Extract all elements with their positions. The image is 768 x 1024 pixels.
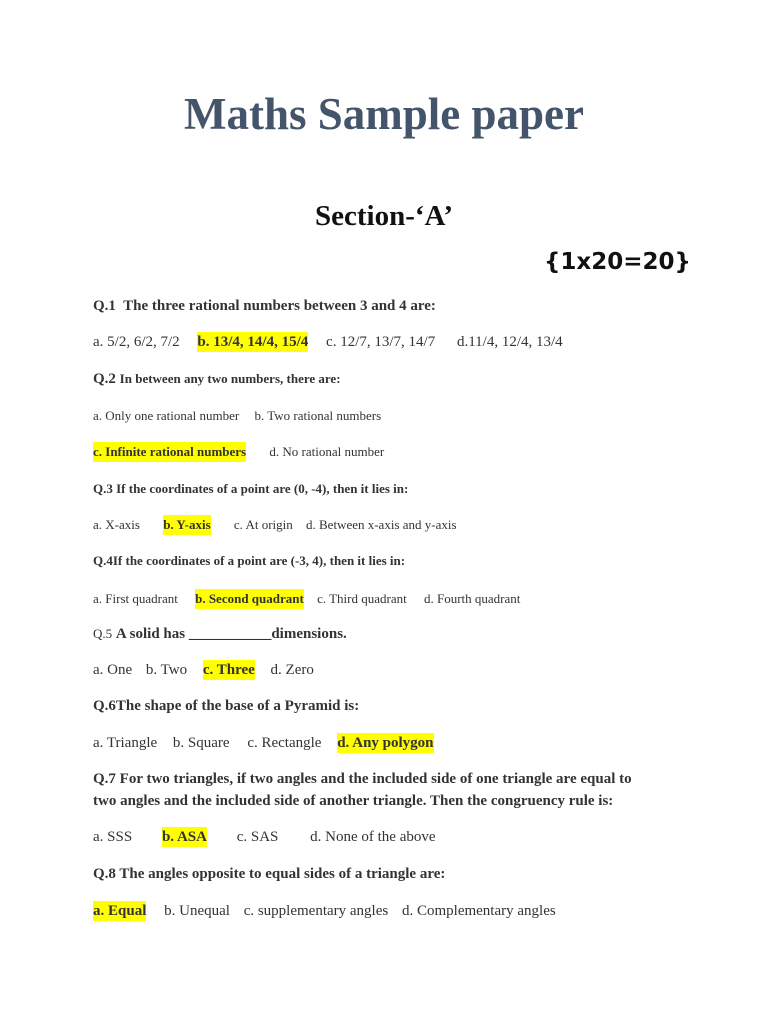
- question-2-options-row2: [93, 442, 384, 462]
- q4-option-b-answer: b. Second quadrant: [195, 589, 304, 609]
- q7-option-c: c. SAS: [236, 829, 279, 845]
- question-2-number: Q.2: [93, 371, 116, 387]
- question-5-options: [93, 660, 314, 680]
- q6-option-c: c. Rectangle: [247, 735, 322, 751]
- question-3-options: [93, 515, 457, 535]
- q5-option-c-answer: c. Three: [202, 662, 255, 678]
- q5-option-d: d. Zero: [270, 662, 314, 678]
- q7-option-b-answer: b. ASA: [161, 829, 207, 845]
- q3-option-d: d. Between x-axis and y-axis: [306, 517, 457, 532]
- question-8: Q.8 The angles opposite to equal sides of a triangle are:: [93, 866, 446, 882]
- q2-option-b: b. Two rational numbers: [254, 408, 382, 423]
- q4-option-a: a. First quadrant: [93, 591, 178, 606]
- q2-option-d: d. No rational number: [269, 444, 385, 459]
- q8-option-b: b. Unequal: [164, 903, 230, 919]
- q6-option-d-answer: d. Any polygon: [337, 735, 434, 751]
- question-1: [93, 296, 436, 316]
- page-title: Maths Sample paper: [183, 89, 584, 139]
- question-2: [93, 369, 341, 389]
- q3-option-c: c. At origin: [233, 517, 293, 532]
- q5-option-b: b. Two: [145, 662, 188, 678]
- question-1-text: The three rational numbers between 3 and 4 are:: [123, 298, 436, 314]
- q3-option-b-answer: b. Y-axis: [163, 515, 210, 535]
- q5-option-a: a. One: [93, 662, 133, 678]
- marks-label: {1x20=20}: [544, 249, 691, 275]
- q2-option-c-answer: c. Infinite rational numbers: [93, 442, 246, 462]
- q1-option-b-answer: b. 13/4, 14/4, 15/4: [197, 334, 309, 350]
- q6-option-b: b. Square: [172, 735, 230, 751]
- q8-option-c: c. supplementary angles: [243, 903, 389, 919]
- q4-option-c: c. Third quadrant: [317, 591, 407, 606]
- question-3: Q.3 If the coordinates of a point are (0, -4), then it lies in:: [93, 481, 409, 496]
- question-8-options: [93, 901, 556, 921]
- question-1-options: [93, 332, 563, 352]
- question-7-line-2: two angles and the included side of another triangle. Then the congruency rule is:: [93, 793, 614, 809]
- question-5: [93, 624, 347, 644]
- question-6-options: [93, 733, 434, 753]
- q6-option-a: a. Triangle: [93, 735, 158, 751]
- q1-option-d: d.11/4, 12/4, 13/4: [456, 334, 563, 350]
- q4-option-d: d. Fourth quadrant: [423, 591, 521, 606]
- q3-option-a: a. X-axis: [93, 517, 140, 532]
- q1-option-c: c. 12/7, 13/7, 14/7: [326, 334, 436, 350]
- section-title: Section-‘A’: [315, 200, 453, 232]
- question-6: Q.6The shape of the base of a Pyramid is:: [93, 698, 360, 714]
- q7-option-d: d. None of the above: [310, 829, 436, 845]
- q8-option-a-answer: a. Equal: [93, 903, 147, 919]
- question-7-line-1: Q.7 For two triangles, if two angles and the included side of one triangle are equal to: [93, 771, 632, 787]
- question-2-text: In between any two numbers, there are:: [119, 371, 341, 386]
- question-2-options-row1: [93, 406, 381, 426]
- q2-option-a: a. Only one rational number: [93, 408, 240, 423]
- q1-option-a: a. 5/2, 6/2, 7/2: [93, 334, 180, 350]
- question-5-text: A solid has ___________dimensions.: [115, 626, 347, 642]
- q7-option-a: a. SSS: [93, 829, 133, 845]
- question-5-number: Q.5: [93, 626, 113, 641]
- question-1-number: Q.1: [93, 298, 116, 314]
- q8-option-d: d. Complementary angles: [401, 903, 556, 919]
- question-7-options: [93, 827, 436, 847]
- question-4-options: [93, 589, 520, 609]
- question-4: Q.4If the coordinates of a point are (-3, 4), then it lies in:: [93, 553, 406, 568]
